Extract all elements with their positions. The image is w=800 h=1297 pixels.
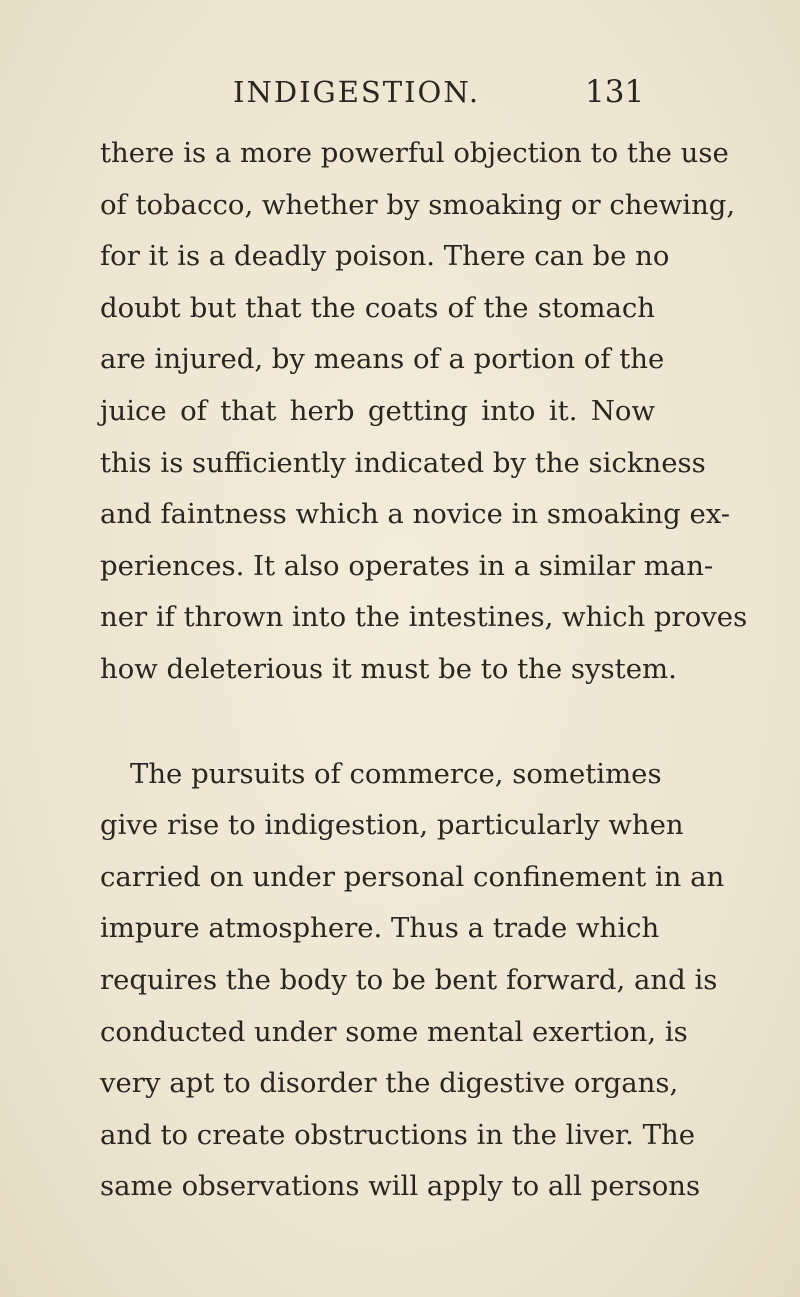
text-line: carried on under personal confinement in an xyxy=(100,860,725,893)
text-line: this is sufficiently indicated by the sickness xyxy=(100,446,706,479)
text-line: and to create obstructions in the liver. The xyxy=(100,1118,695,1151)
text-line: requires the body to be bent forward, and is xyxy=(100,963,718,996)
text-line: juice of that herb getting into it. Now xyxy=(100,394,655,427)
text-line: give rise to indigestion, particularly when xyxy=(100,809,684,842)
page-number: 131 xyxy=(585,74,645,110)
paragraph-1 xyxy=(100,128,748,696)
text-line: conducted under some mental exertion, is xyxy=(100,1015,688,1048)
paragraph-gap xyxy=(100,696,655,749)
body-text xyxy=(100,128,748,1213)
text-line: periences. It also operates in a similar man- xyxy=(100,549,714,582)
page-header xyxy=(0,72,800,112)
running-head: INDIGESTION. xyxy=(233,75,481,109)
paragraph-2 xyxy=(100,749,725,1213)
text-line: doubt but that the coats of the stomach xyxy=(100,291,655,324)
text-line: and faintness which a novice in smoaking ex- xyxy=(100,498,731,531)
text-line: The pursuits of commerce, sometimes xyxy=(130,757,662,790)
text-line: there is a more powerful objection to the use xyxy=(100,137,729,169)
text-line: of tobacco, whether by smoaking or chewing, xyxy=(100,188,736,221)
text-line: for it is a deadly poison. There can be no xyxy=(100,240,670,273)
text-line: are injured, by means of a portion of the xyxy=(100,343,665,376)
text-line: same observations will apply to all persons xyxy=(100,1170,701,1203)
text-line: ner if thrown into the intestines, which proves xyxy=(100,601,748,634)
text-line: impure atmosphere. Thus a trade which xyxy=(100,912,660,945)
text-line: how deleterious it must be to the system. xyxy=(100,652,677,685)
text-line: very apt to disorder the digestive organs, xyxy=(100,1067,679,1100)
